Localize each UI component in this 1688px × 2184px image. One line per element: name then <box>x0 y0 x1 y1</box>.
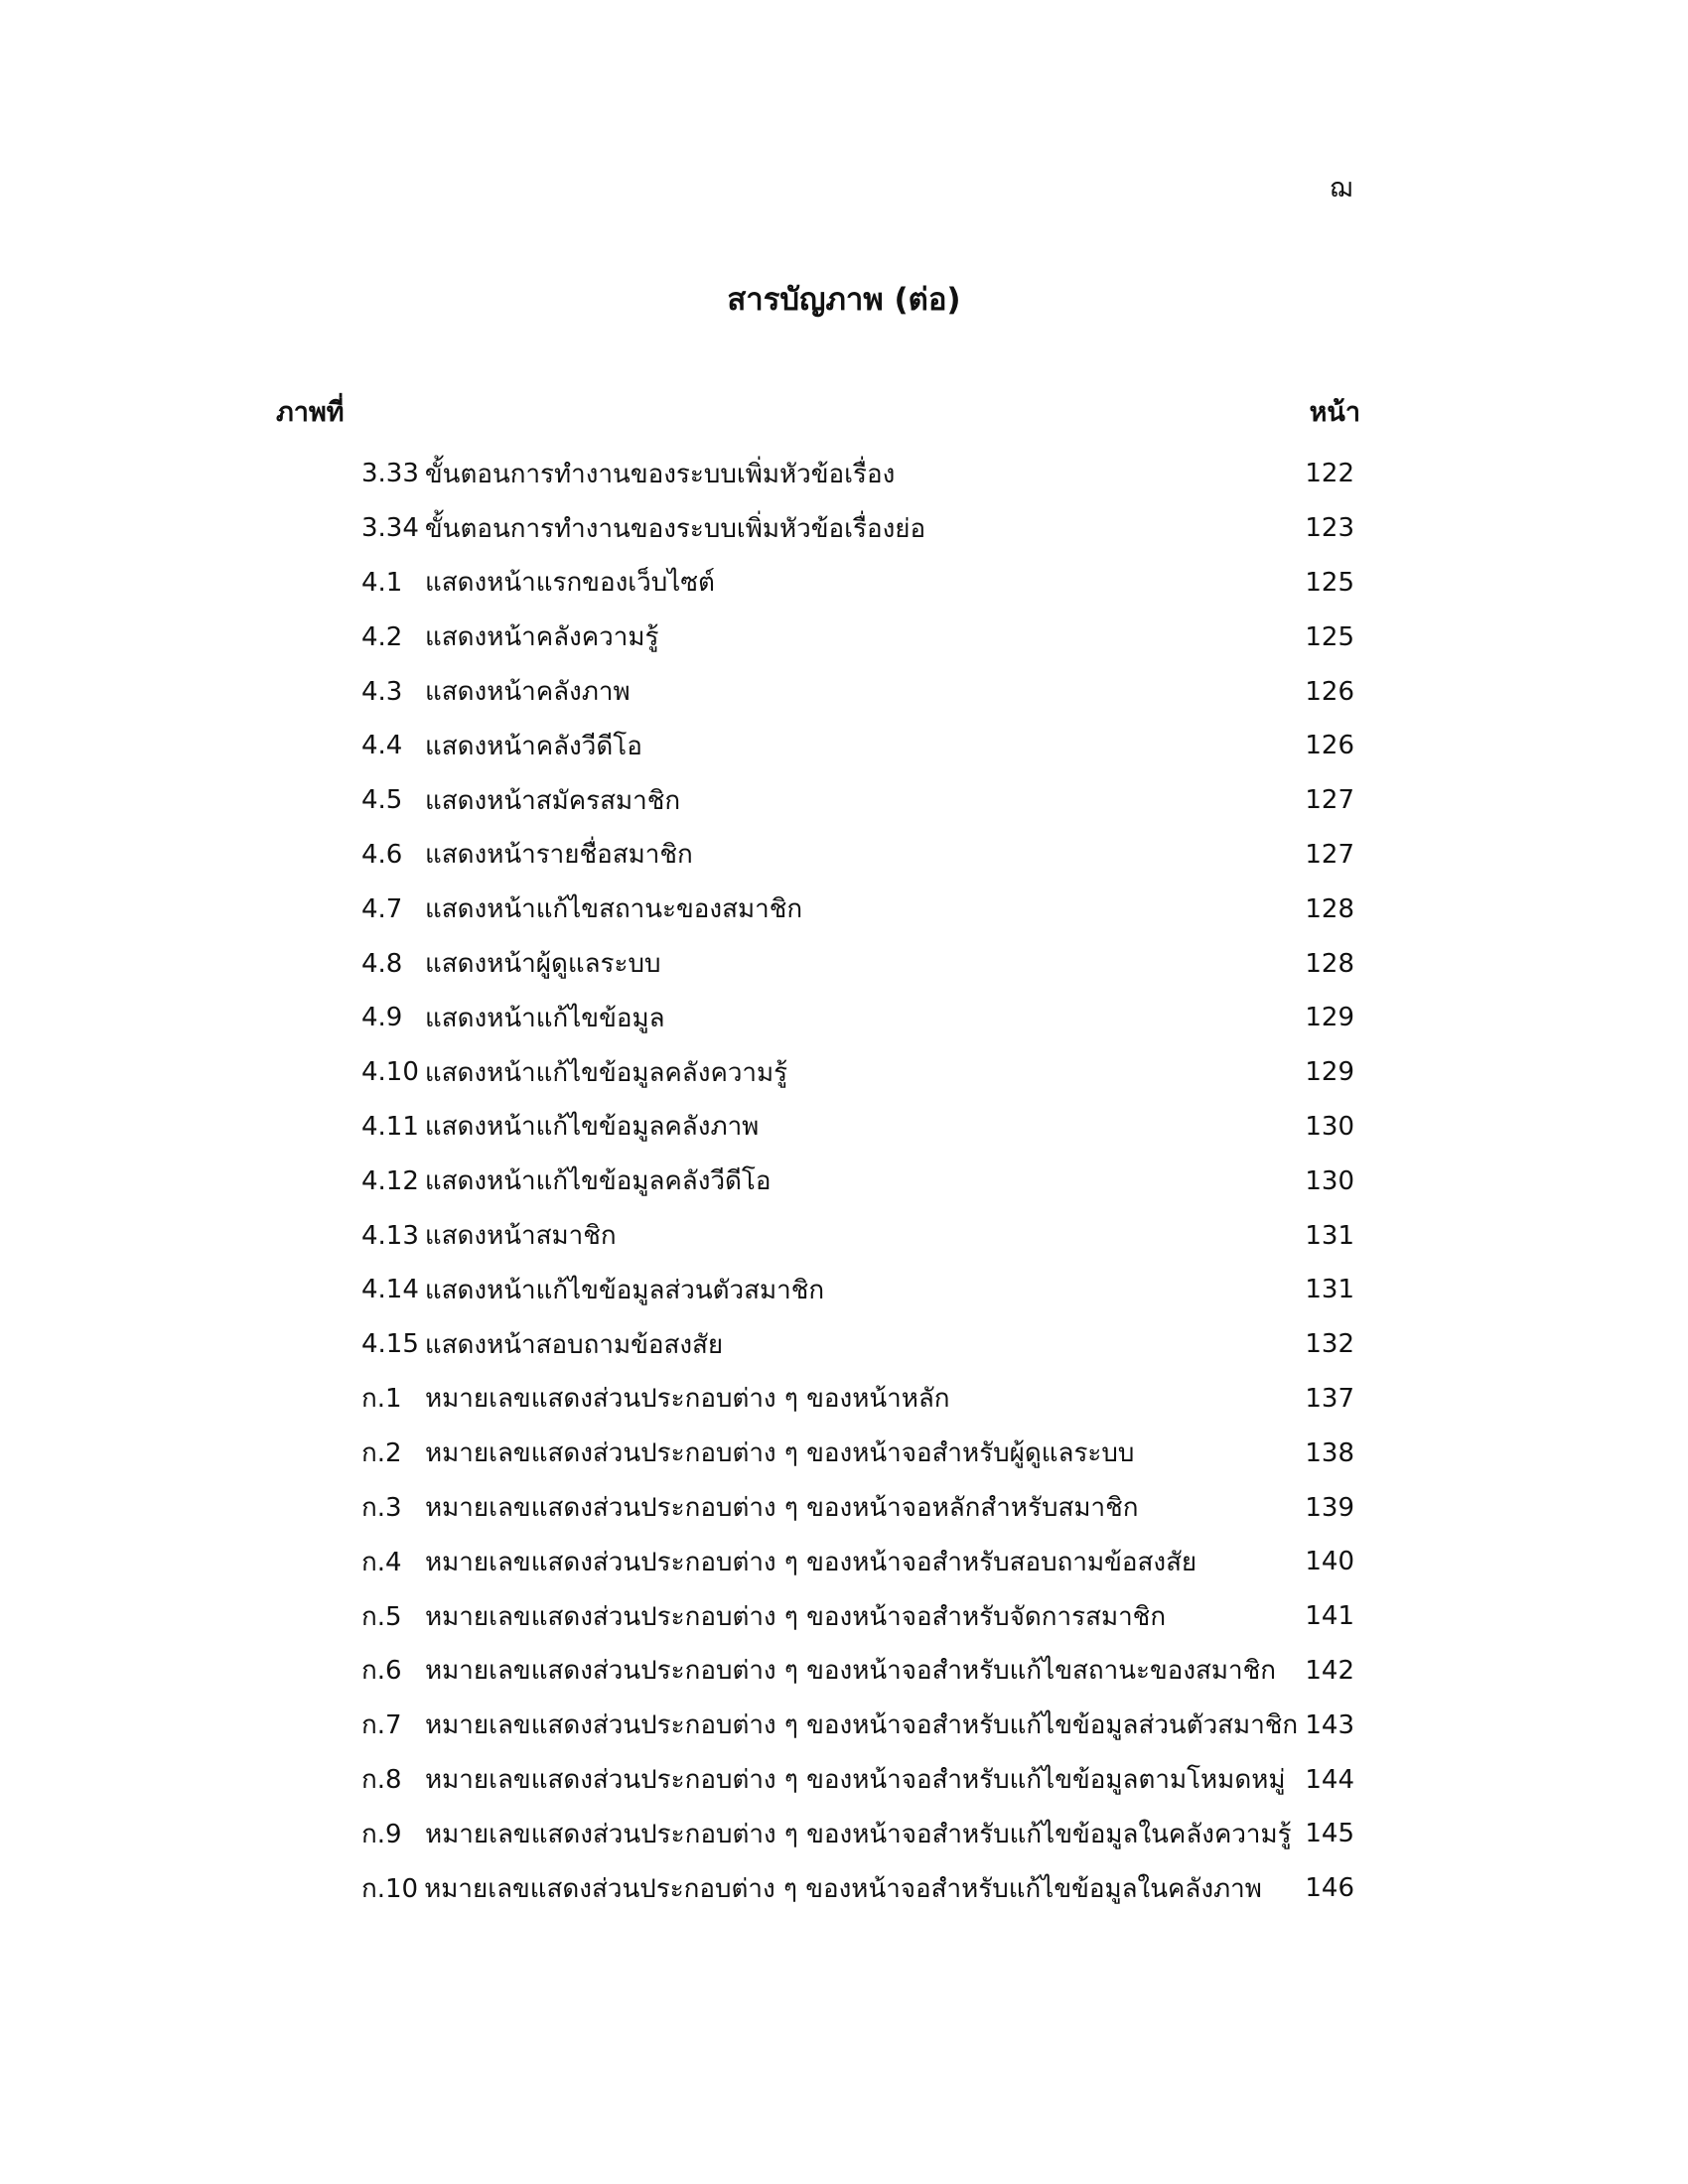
figure-number: 4.11 <box>361 1111 419 1142</box>
figure-title: หมายเลขแสดงส่วนประกอบต่าง ๆ ของหน้าจอหลักสำหรับสมาชิก <box>425 1493 1139 1524</box>
figure-title: ขั้นตอนการทำงานของระบบเพิ่มหัวข้อเรื่องย่อ <box>424 513 926 544</box>
figure-number: ก.8 <box>361 1765 402 1796</box>
figure-number: ก.2 <box>361 1438 402 1469</box>
figure-page: 129 <box>1305 1057 1354 1088</box>
toc-row <box>361 1208 1354 1263</box>
figure-title: แสดงหน้าแก้ไขข้อมูลส่วนตัวสมาชิก <box>424 1275 825 1305</box>
figure-number: 4.7 <box>361 893 403 924</box>
figure-number: 4.4 <box>361 731 403 761</box>
toc-row <box>361 1752 1354 1807</box>
figure-title: หมายเลขแสดงส่วนประกอบต่าง ๆ ของหน้าจอสำหรับแก้ไขข้อมูลในคลังความรู้ <box>425 1819 1292 1849</box>
figure-page: 139 <box>1305 1492 1354 1523</box>
figure-number: 4.2 <box>361 621 403 652</box>
figure-title: ขั้นตอนการทำงานของระบบเพิ่มหัวข้อเรื่อง <box>424 459 896 489</box>
toc-row <box>361 991 1354 1045</box>
figure-title: แสดงหน้าคลังความรู้ <box>425 622 659 653</box>
figure-page: 126 <box>1305 676 1354 707</box>
figure-number: 4.9 <box>361 1003 403 1033</box>
toc-row <box>361 1589 1354 1644</box>
figure-number: 4.3 <box>361 676 403 707</box>
figure-number: 4.5 <box>361 785 403 816</box>
figure-page: 129 <box>1305 1003 1354 1033</box>
figure-page: 145 <box>1305 1819 1354 1849</box>
figure-title: แสดงหน้าคลังภาพ <box>425 677 631 708</box>
figure-title: แสดงหน้าแก้ไขข้อมูล <box>425 1003 665 1033</box>
figure-title: แสดงหน้าสมัครสมาชิก <box>425 785 681 816</box>
figure-number: 4.6 <box>361 839 403 870</box>
figure-title: แสดงหน้าแก้ไขข้อมูลคลังภาพ <box>424 1112 760 1143</box>
figure-page: 130 <box>1305 1111 1354 1142</box>
figure-title: แสดงหน้ารายชื่อสมาชิก <box>425 840 693 871</box>
figure-number: ก.9 <box>361 1819 402 1849</box>
figure-number: 4.13 <box>361 1220 419 1251</box>
figure-page: 128 <box>1305 948 1354 979</box>
figure-title: แสดงหน้าแรกของเว็บไซต์ <box>425 568 715 599</box>
figure-number: 3.34 <box>361 513 419 544</box>
figure-title: แสดงหน้าผู้ดูแลระบบ <box>425 949 661 980</box>
toc-row <box>361 610 1354 664</box>
page-number: ฌ <box>1329 173 1352 204</box>
figure-number: ก.10 <box>361 1873 419 1904</box>
figure-title: หมายเลขแสดงส่วนประกอบต่าง ๆ ของหน้าจอสำหรับแก้ไขข้อมูลตามโหมดหมู่ <box>425 1765 1286 1796</box>
figure-page: 146 <box>1305 1873 1354 1904</box>
figure-page: 140 <box>1305 1547 1354 1577</box>
column-header-page: หน้า <box>1309 397 1360 428</box>
toc-row <box>361 1535 1354 1589</box>
figure-number: ก.6 <box>361 1656 402 1687</box>
figure-page: 126 <box>1305 731 1354 761</box>
toc-row <box>361 1807 1354 1861</box>
figure-title: แสดงหน้าแก้ไขข้อมูลคลังความรู้ <box>424 1057 788 1088</box>
figure-page: 125 <box>1305 567 1354 598</box>
figure-number: ก.3 <box>361 1493 402 1524</box>
toc-row <box>361 1698 1354 1752</box>
figure-title: หมายเลขแสดงส่วนประกอบต่าง ๆ ของหน้าจอสำหรับจัดการสมาชิก <box>425 1601 1167 1632</box>
figure-title: แสดงหน้าสมาชิก <box>424 1221 617 1252</box>
figure-page: 123 <box>1305 513 1354 544</box>
toc-row <box>361 936 1354 991</box>
column-header-figure: ภาพที่ <box>276 397 345 428</box>
page-title: สารบัญภาพ (ต่อ) <box>727 282 961 318</box>
figure-page: 122 <box>1305 459 1354 489</box>
toc-row <box>361 1861 1354 1916</box>
toc-row <box>361 556 1354 611</box>
toc-row <box>361 1100 1354 1155</box>
figure-page: 125 <box>1305 621 1354 652</box>
figure-page: 142 <box>1305 1655 1354 1686</box>
figure-number: 4.8 <box>361 948 403 979</box>
figure-page: 131 <box>1305 1220 1354 1251</box>
figure-page: 137 <box>1305 1383 1354 1414</box>
toc-row <box>361 664 1354 719</box>
figure-page: 131 <box>1305 1275 1354 1305</box>
figure-page: 127 <box>1305 785 1354 816</box>
toc-row <box>361 1045 1354 1100</box>
figure-number: ก.1 <box>361 1384 402 1415</box>
figure-number: ก.5 <box>361 1601 402 1632</box>
figure-page: 138 <box>1305 1437 1354 1468</box>
toc-row <box>361 501 1354 556</box>
toc-row <box>361 1480 1354 1535</box>
figure-title: หมายเลขแสดงส่วนประกอบต่าง ๆ ของหน้าจอสำหรับผู้ดูแลระบบ <box>425 1438 1135 1469</box>
figure-title: หมายเลขแสดงส่วนประกอบต่าง ๆ ของหน้าจอสำหรับแก้ไขข้อมูลส่วนตัวสมาชิก <box>425 1710 1299 1741</box>
figure-title: แสดงหน้าคลังวีดีโอ <box>425 731 642 761</box>
figure-title: แสดงหน้าสอบถามข้อสงสัย <box>424 1329 724 1360</box>
figure-title: แสดงหน้าแก้ไขข้อมูลคลังวีดีโอ <box>424 1166 772 1197</box>
toc-row <box>361 1317 1354 1372</box>
figure-number: 3.33 <box>361 459 419 489</box>
figure-number: 4.15 <box>361 1329 419 1360</box>
figure-page: 143 <box>1305 1709 1354 1740</box>
figure-page: 128 <box>1305 893 1354 924</box>
figure-number: 4.14 <box>361 1275 419 1305</box>
figure-title: หมายเลขแสดงส่วนประกอบต่าง ๆ ของหน้าจอสำหรับแก้ไขข้อมูลในคลังภาพ <box>424 1873 1262 1904</box>
toc-row <box>361 447 1354 501</box>
figure-title: หมายเลขแสดงส่วนประกอบต่าง ๆ ของหน้าหลัก <box>425 1384 950 1415</box>
figure-number: 4.10 <box>361 1057 419 1088</box>
toc-row <box>361 773 1354 828</box>
toc-row <box>361 1426 1354 1480</box>
figure-title: แสดงหน้าแก้ไขสถานะของสมาชิก <box>425 894 803 925</box>
figure-page: 132 <box>1305 1329 1354 1360</box>
figure-title: หมายเลขแสดงส่วนประกอบต่าง ๆ ของหน้าจอสำหรับแก้ไขสถานะของสมาชิก <box>425 1656 1277 1687</box>
figure-number: 4.12 <box>361 1165 419 1196</box>
figure-page: 141 <box>1305 1601 1354 1632</box>
toc-row <box>361 1372 1354 1427</box>
toc-row <box>361 1154 1354 1208</box>
figure-number: ก.4 <box>361 1547 402 1577</box>
figure-title: หมายเลขแสดงส่วนประกอบต่าง ๆ ของหน้าจอสำหรับสอบถามข้อสงสัย <box>425 1547 1197 1577</box>
toc-row <box>361 882 1354 936</box>
figure-number: 4.1 <box>361 567 403 598</box>
toc-row <box>361 719 1354 773</box>
figure-list <box>361 447 1354 1916</box>
figure-page: 130 <box>1305 1165 1354 1196</box>
figure-page: 144 <box>1305 1764 1354 1795</box>
toc-row <box>361 1644 1354 1699</box>
toc-row <box>361 828 1354 883</box>
toc-row <box>361 1263 1354 1317</box>
figure-number: ก.7 <box>361 1710 402 1741</box>
figure-page: 127 <box>1305 839 1354 870</box>
